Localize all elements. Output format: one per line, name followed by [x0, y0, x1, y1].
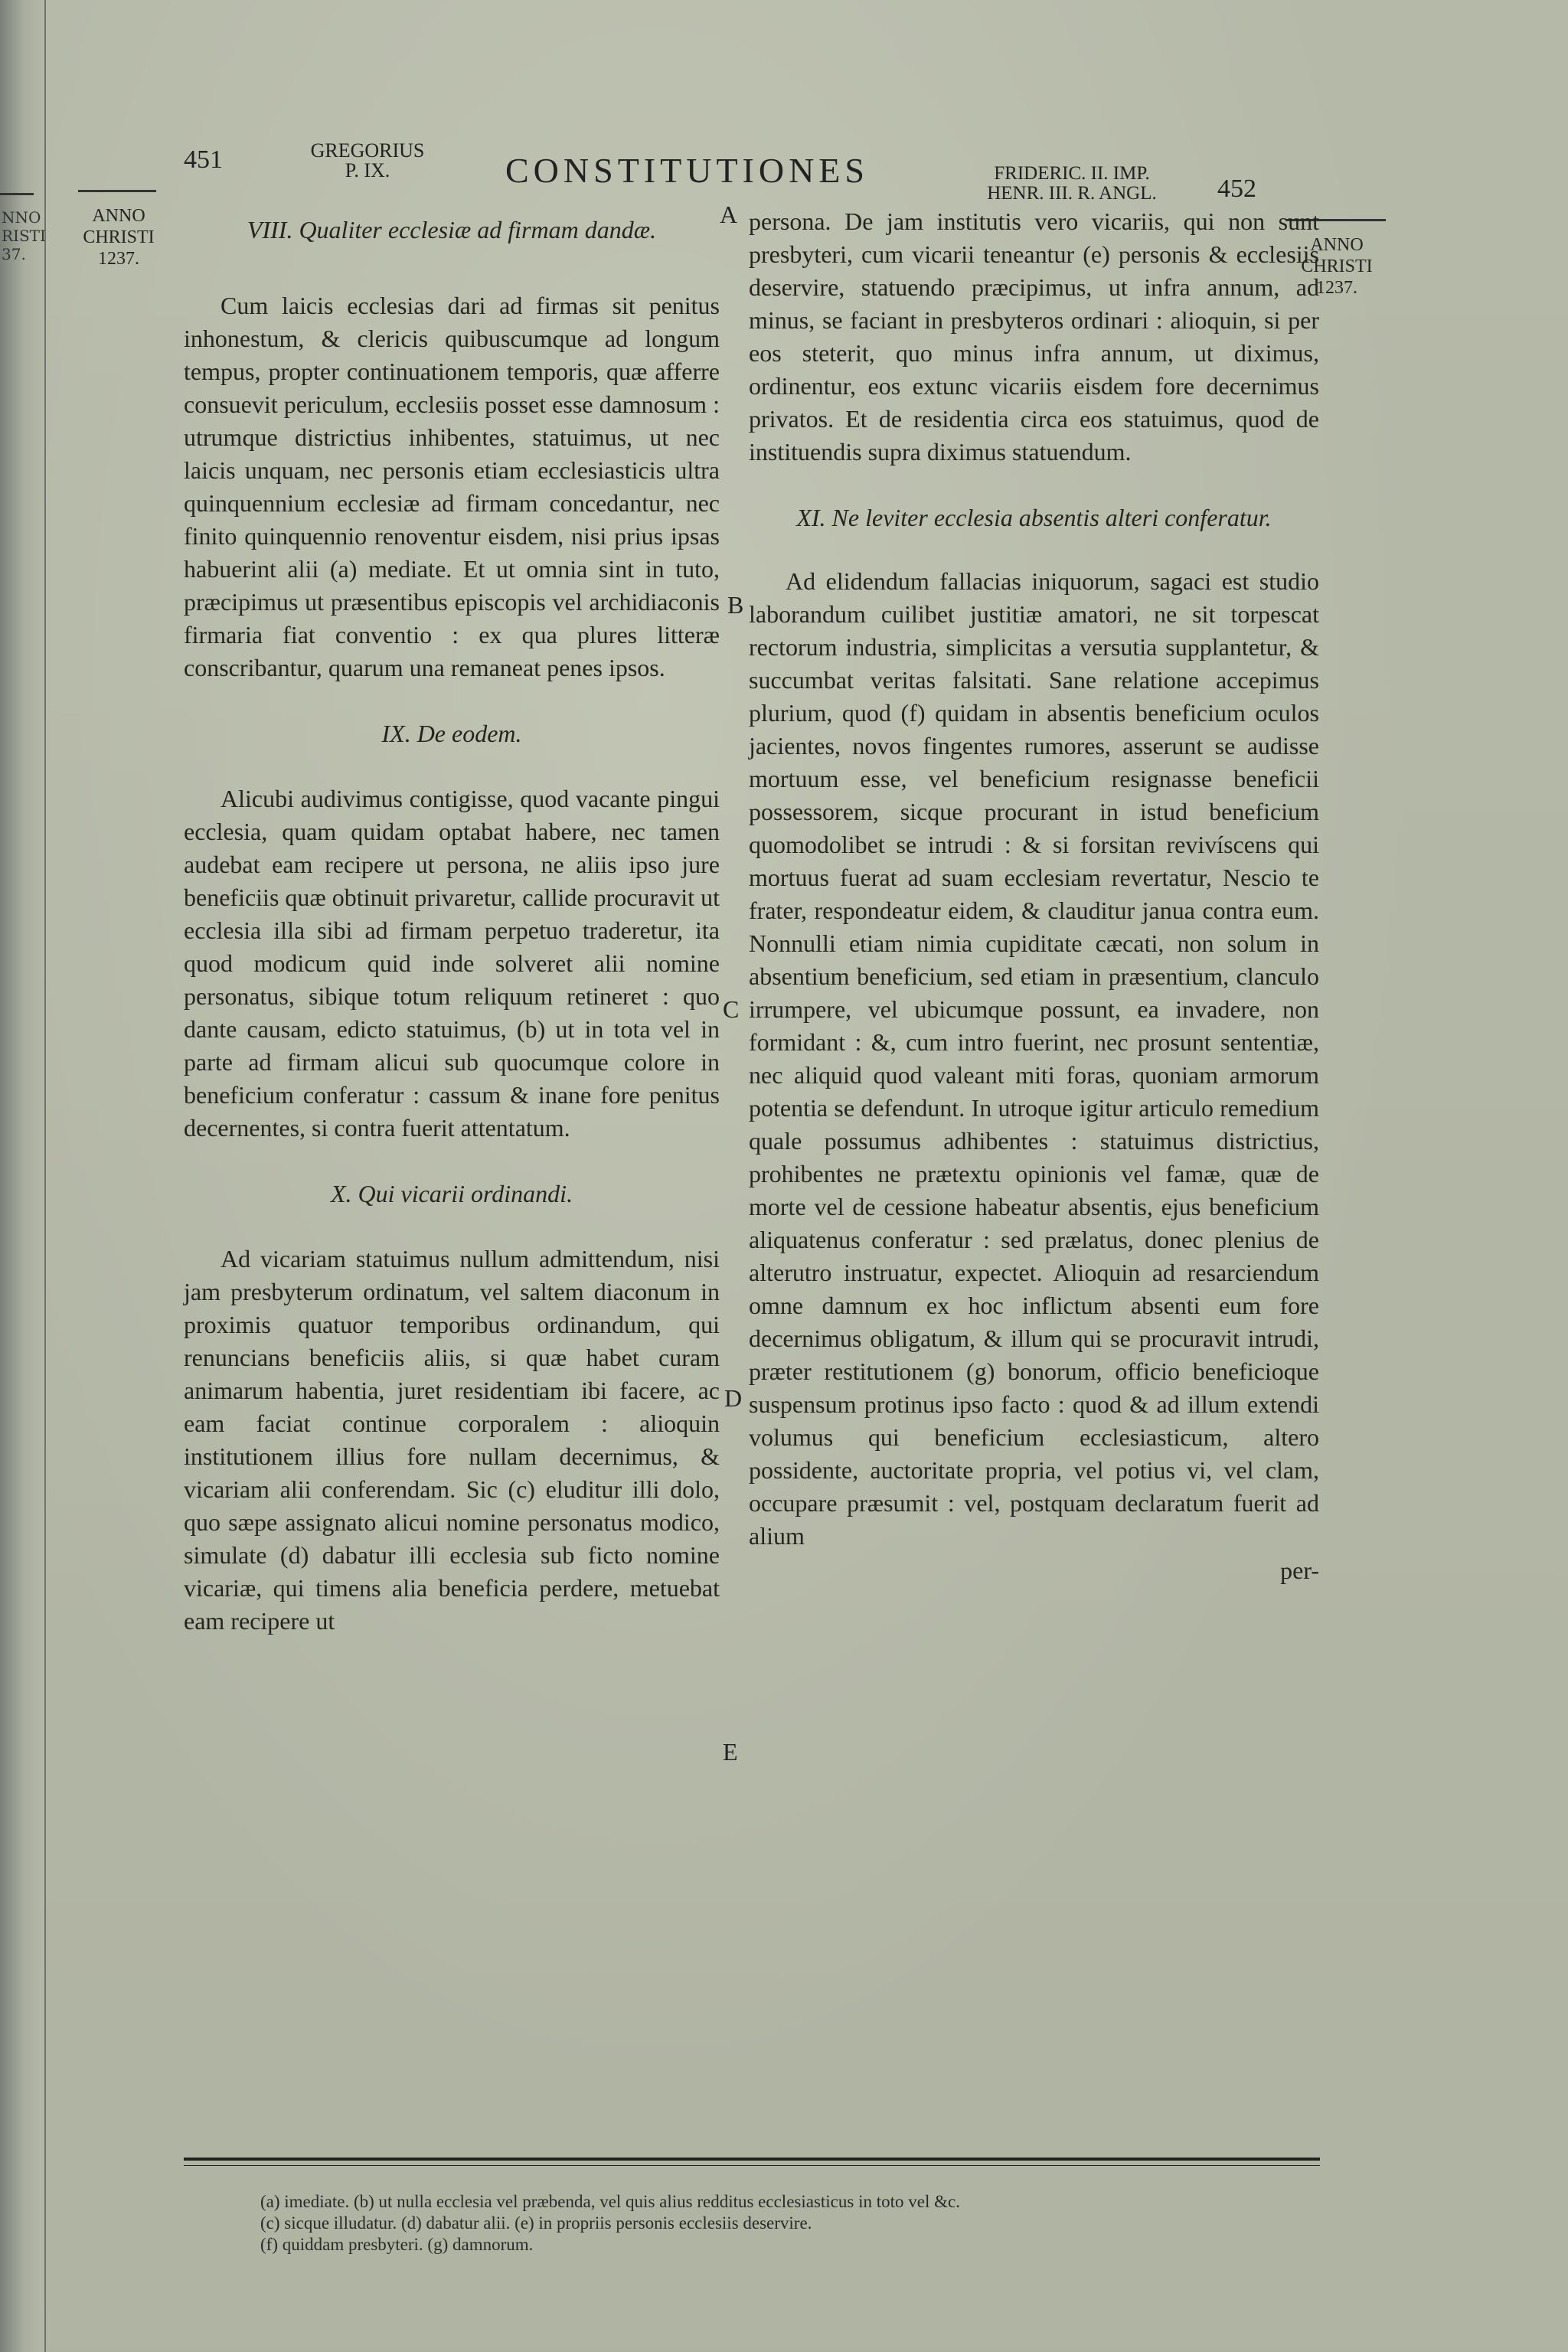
- section-text-ix: Alicubi audivimus contigisse, quod vacante pingui ecclesia, quam quidam optabat habere, nec tamen audebat eam recipere ut persona, ne aliis ipso jure beneficiis quæ obtinuit privaretur, callide procuravit ut ecclesia illa sibi ad firmam perpetuo traderetur, ita quod modicum quid inde solveret alii nomine personatus, sibique totum reliquum retineret : quo dante causam, edicto statuimus, (b) ut in tota vel in parte ad firmam alicui sub quocumque colore in beneficium conferatur : cassum & inane fore penitus decernentes, si contra fuerit attentatum.: [184, 785, 720, 1142]
- section-heading-xi: [779, 501, 1289, 534]
- adjacent-page-edge: [0, 0, 46, 2352]
- margin-year-right: ANNO CHRISTI 1237.: [1301, 235, 1373, 298]
- section-title-xi: Ne leviter ecclesia absentis alteri conferatur.: [831, 504, 1272, 531]
- footnote-rule-thin: [184, 2165, 1320, 2166]
- footnote-rule-thick: [184, 2158, 1320, 2161]
- section-number-xi: XI.: [796, 504, 826, 531]
- margin-rule-left: [78, 190, 156, 192]
- page-number-left: 451: [184, 145, 223, 174]
- running-head-title: CONSTITUTIONES: [505, 151, 869, 190]
- footnote-line-2: (c) sicque illudatur. (d) dabatur alii. (e) in propriis personis ecclesiis deservire.: [260, 2213, 812, 2233]
- section-letter-e: E: [723, 1738, 738, 1766]
- adjacent-page-rule: [0, 193, 34, 195]
- section-text-x-continued: persona. De jam institutis vero vicariis, qui non sunt presbyteri, cum vicarii teneantur (e) personis & ecclesiis deservire, statuendo præcipimus, ut infra annum, ad minus, se faciant in presbyteros ordinari : alioquin, si per eos steterit, quo minus infra annum, ut diximus, ordinentur, eos extunc vicariis eisdem fore decernimus privatos. Et de residentia circa eos statuimus, quod de instituendis supra diximus statuendum.: [749, 207, 1319, 466]
- section-letter-d: D: [724, 1384, 743, 1412]
- section-heading-viii: [214, 213, 689, 247]
- right-text-column: [749, 205, 1319, 1587]
- running-head-rulers-line1: FRIDERIC. II. IMP.: [994, 163, 1150, 184]
- footnote-line-3: (f) quiddam presbyteri. (g) damnorum.: [260, 2235, 534, 2254]
- book-page: [46, 0, 1568, 2352]
- section-heading-x: [184, 1177, 720, 1210]
- running-head-author: [306, 141, 429, 181]
- left-text-column: [184, 213, 720, 1638]
- section-letter-a: A: [720, 201, 738, 228]
- section-title-x: Qui vicarii ordinandi.: [358, 1180, 573, 1207]
- running-head-author-line2: P. IX.: [345, 159, 390, 181]
- running-head-rulers-line2: HENR. III. R. ANGL.: [987, 183, 1157, 204]
- section-heading-ix: [184, 717, 720, 750]
- section-number-x: X.: [330, 1180, 352, 1207]
- running-head-rulers: [949, 164, 1194, 204]
- footnote-line-1: (a) imediate. (b) ut nulla ecclesia vel præbenda, vel quis alius redditus ecclesiasticus in toto vel &c.: [260, 2192, 960, 2211]
- catchword: per-: [1280, 1557, 1319, 1584]
- section-number-viii: VIII.: [247, 216, 293, 243]
- section-title-viii: Qualiter ecclesiæ ad firmam dandæ.: [299, 216, 657, 243]
- page-number-right: 452: [1217, 175, 1256, 203]
- section-letter-b: B: [727, 591, 744, 619]
- section-text-xi: Ad elidendum fallacias iniquorum, sagaci est studio laborandum cuilibet justitiæ amatori, ne sit torpescat rectorum industria, simplicitas a versutia supplantetur, & succumbat veritas falsitati. Sane relatione accepimus plurium, quod (f) quidam in absentis beneficium oculos jacientes, novos fingentes rumores, asserunt se audisse mortuum esse, vel beneficium resignasse beneficii possessorem, sicque procurant in istud beneficium quomodolibet se intrudi : & si forsitan revivíscens qui mortuus fuerat ad suam ecclesiam revertatur, Nescio te frater, respondeatur eidem, & clauditur janua contra eum. Nonnulli etiam nimia cupiditate cæcati, non solum in absentium beneficium, sed etiam in præsentium, clanculo irrumpere, vel ubicumque possunt, ea invadere, non formidant : &, cum intro fuerint, nec prosunt sententiæ, nec aliquid quod valeant miti foras, quoniam armorum potentia se defendunt. In utroque igitur articulo remedium quale possumus adhibentes : statuimus districtius, prohibentes ne prætextu opinionis vel famæ, quæ de morte vel de cessione habeatur absentis, ejus beneficium aliquatenus conferatur : sed prælatus, donec plenius de alterutro instruatur, expectet. Alioquin ad resarciendum omne damnum ex hoc inflictum absenti eum fore decernimus obligatum, & illum qui se procuravit intrudi, præter restitutionem (g) bonorum, officio beneficioque suspensum protinus ipso facto : quod & ad illum extendi volumus qui beneficium ecclesiasticum, altero possidente, auctoritate propria, vel potius vi, vel clam, occupare præsumit : vel, postquam declaratum fuerit ad alium: [749, 567, 1319, 1550]
- section-title-ix: De eodem.: [416, 720, 522, 747]
- adjacent-page-margin-note: NNO RISTI 37.: [2, 208, 46, 263]
- section-letter-c: C: [723, 995, 740, 1023]
- margin-year-left: ANNO CHRISTI 1237.: [83, 206, 155, 269]
- section-number-ix: IX.: [381, 720, 411, 747]
- section-text-viii: Cum laicis ecclesias dari ad firmas sit penitus inhonestum, & clericis quibuscumque ad longum tempus, propter continuationem temporis, quæ afferre consuevit periculum, ecclesiis posset esse damnosum : utrumque districtius inhibentes, statuimus, ut nec laicis unquam, nec personis etiam ecclesiasticis ultra quinquennium ecclesiæ ad firmam concedantur, nec finito quinquennio renoventur eisdem, nisi prius ipsas habuerint alii (a) mediate. Et ut omnia sint in tuto, præcipimus ut præsentibus episcopis vel archidiaconis firmaria fiat conventio : ex qua plures litteræ conscribantur, quarum una remaneat penes ipsos.: [184, 292, 720, 681]
- section-text-x: Ad vicariam statuimus nullum admittendum, nisi jam presbyterum ordinatum, vel saltem diaconum in proximis quatuor temporibus ordinandum, qui renuncians beneficiis aliis, si quæ habet curam animarum habentia, juret residentiam ibi facere, ac eam faciat continue corporalem : alioquin institutionem illius fore nullam decernimus, & vicariam alii conferendam. Sic (c) eluditur illi dolo, quo sæpe assignato alicui nomine personatus modico, simulate (d) dabatur illi ecclesia sub ficto nomine vicariæ, qui timens alia beneficia perdere, metuebat eam recipere ut: [184, 1245, 720, 1635]
- running-head-author-line1: GREGORIUS: [310, 139, 425, 162]
